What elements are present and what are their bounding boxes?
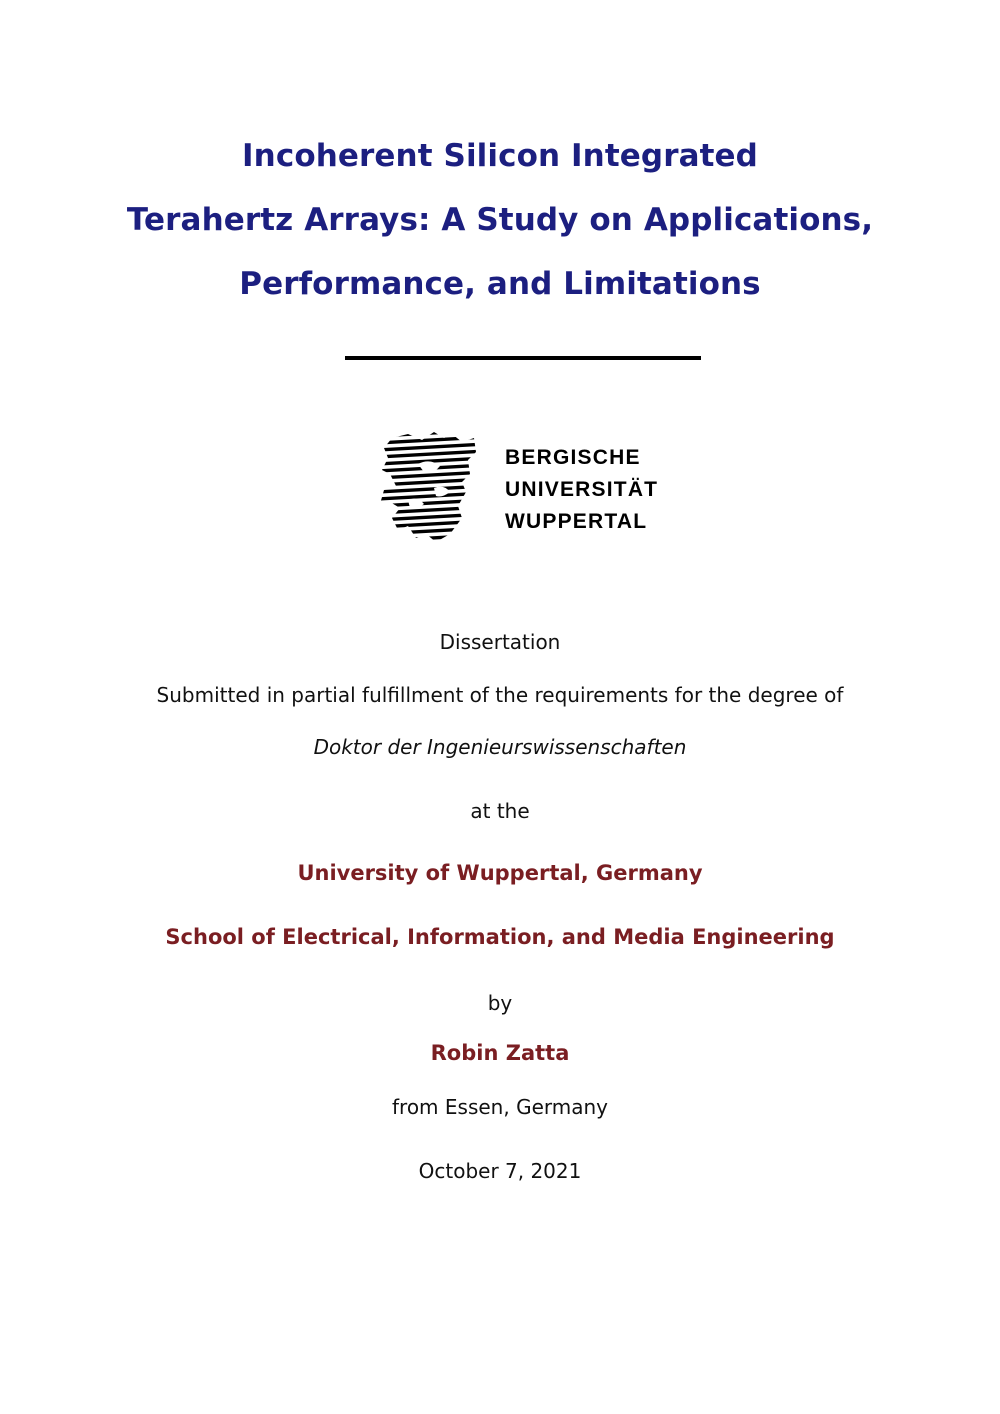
title-line-1: Incoherent Silicon Integrated (242, 138, 758, 174)
university-logo (378, 430, 678, 542)
school-name: School of Electrical, Information, and Media Engineering (165, 925, 835, 949)
document-type: Dissertation (439, 630, 561, 654)
author-name: Robin Zatta (430, 1041, 570, 1065)
submission-date: October 7, 2021 (418, 1159, 582, 1183)
submission-statement: Submitted in partial fulfillment of the requirements for the degree of (156, 683, 844, 707)
wordmark-line-1: BERGISCHE (505, 446, 641, 469)
author-origin: from Essen, Germany (392, 1095, 608, 1119)
title-line-2: Terahertz Arrays: A Study on Applications, (126, 202, 874, 238)
by-text: by (487, 991, 513, 1015)
title-line-3: Performance, and Limitations (239, 266, 761, 302)
wordmark-line-3: WUPPERTAL (505, 510, 648, 533)
wordmark-line-2: UNIVERSITÄT (505, 478, 659, 501)
lion-emblem-icon (378, 430, 486, 542)
university-name: University of Wuppertal, Germany (297, 861, 703, 885)
at-the-text: at the (470, 799, 530, 823)
title-divider (345, 356, 701, 360)
degree-name: Doktor der Ingenieurswissenschaften (313, 735, 687, 759)
university-wordmark (505, 442, 658, 538)
